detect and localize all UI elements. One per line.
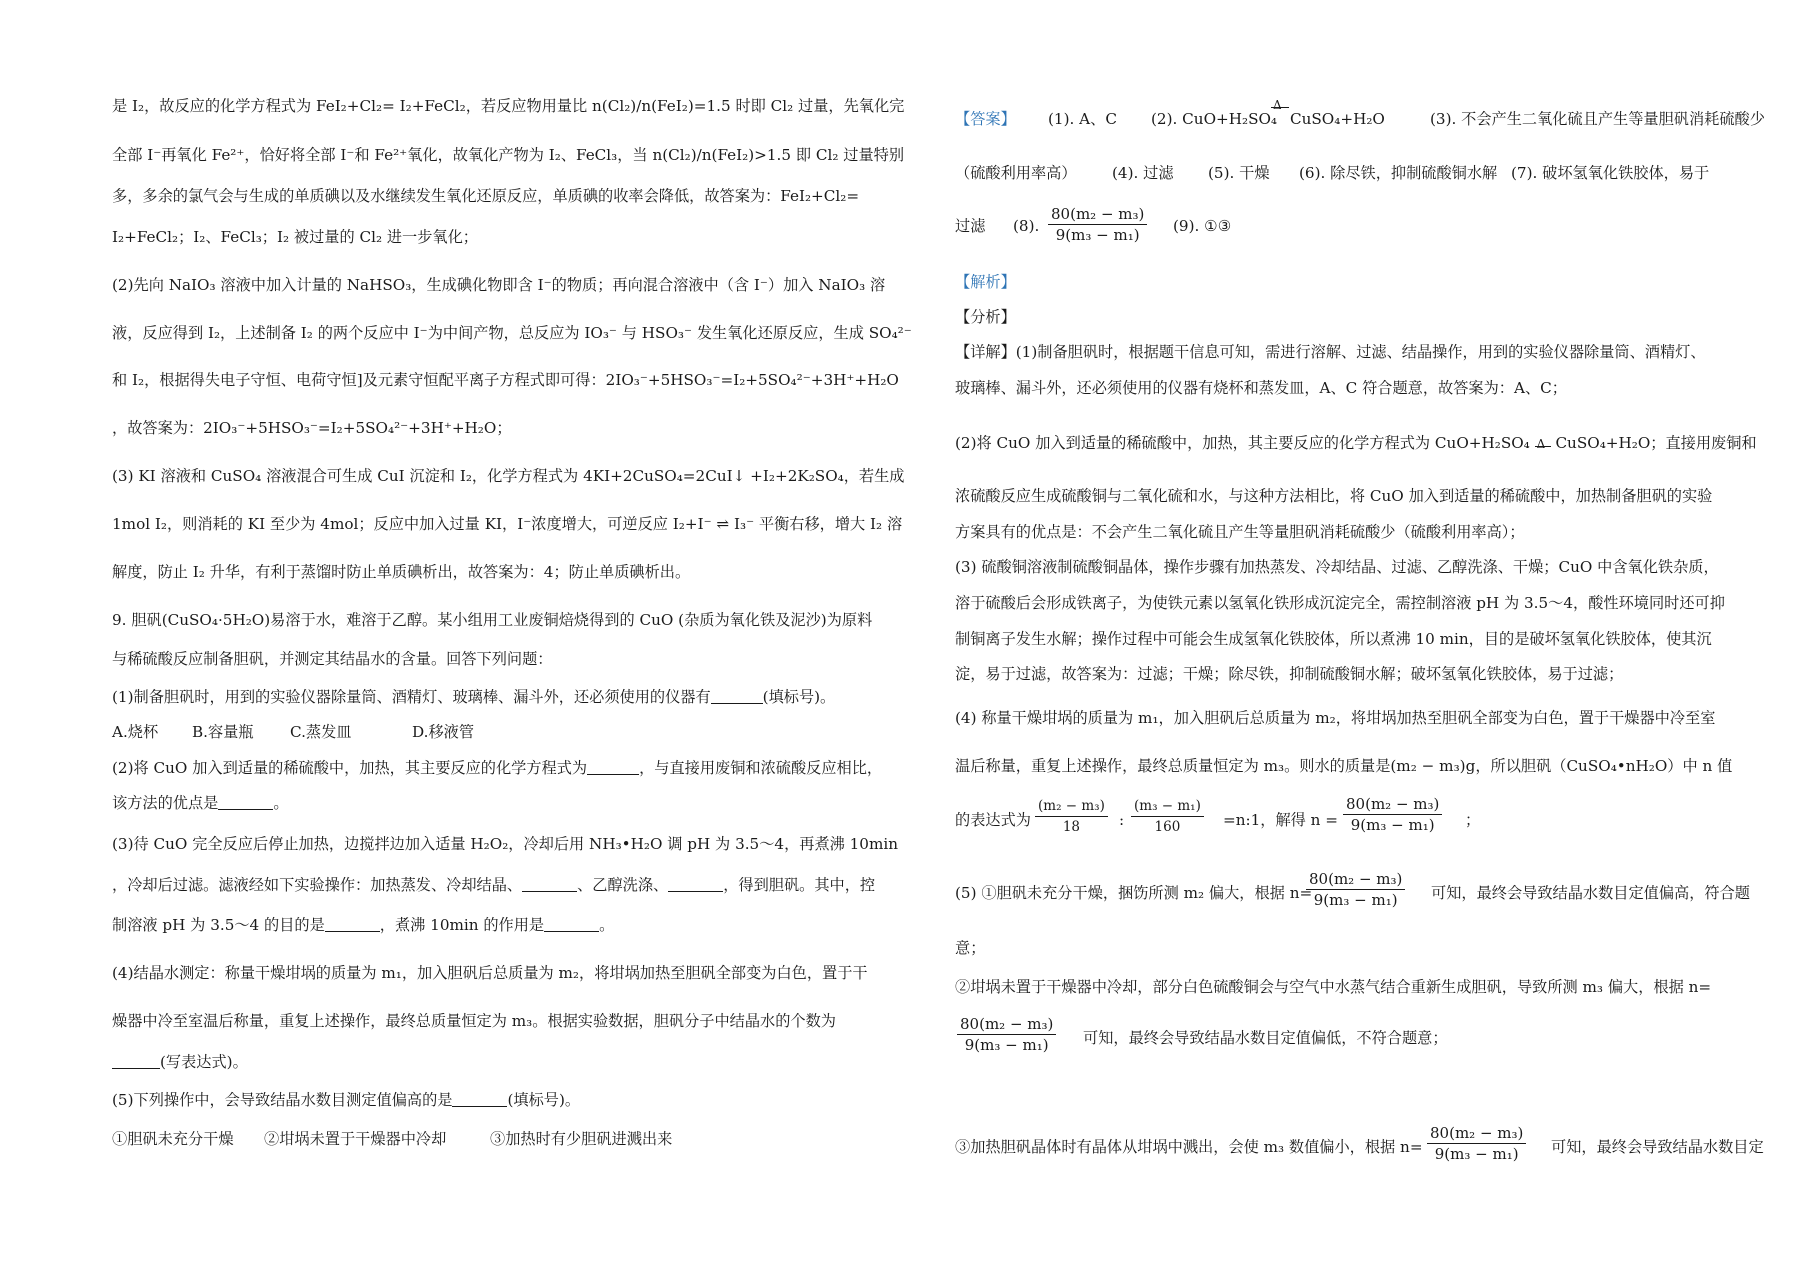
text-line: (2)将 CuO 加入到适量的稀硫酸中，加热，其主要反应的化学方程式为 CuO+H₂SO₄ Δ CuSO₄+H₂O；直接用废铜和 [955,434,1757,452]
answer-blank [668,877,723,892]
text-line: (4) 称量干燥坩埚的质量为 m₁，加入胆矾后总质量为 m₂，将坩埚加热至胆矾全部变为白色，置于干燥器中冷至室 [955,709,1716,727]
answer-blank [112,1054,160,1069]
answer-blank [325,917,380,932]
text-line: 液，反应得到 I₂，上述制备 I₂ 的两个反应中 I⁻为中间产物，总反应为 IO₃⁻ 与 HSO₃⁻ 发生氧化还原反应，生成 SO₄²⁻ [112,324,912,342]
option-d: D.移液管 [412,723,475,741]
answer-line-2: （硫酸利用率高） (4). 过滤 (5). 干燥 (6). 除尽铁，抑制硫酸铜水解 (7). 破坏氢氧化铁胶体，易于 [955,164,1710,182]
text-line: (3) 硫酸铜溶液制硫酸铜晶体，操作步骤有加热蒸发、冷却结晶、过滤、乙醇洗涤、干燥；CuO 中含氧化铁杂质， [955,558,1719,576]
text-line: (3) KI 溶液和 CuSO₄ 溶液混合可生成 CuI 沉淀和 I₂，化学方程式为 4KI+2CuSO₄=2CuI↓ +I₂+2K₂SO₄，若生成 [112,467,905,485]
option-a: A.烧杯 [112,723,159,741]
text-line: $\frac{\text{80(m₂ − m₃)}}{\text{9(m₃ − m₁)}}$ 可知，最终会导致结晶水数目定值偏低，不符合题意； [955,1014,1760,1064]
answer-tag: 【答案】 [955,110,1016,128]
text-line: 方案具有的优点是：不会产生二氧化硫且产生等量胆矾消耗硫酸少（硫酸利用率高）； [955,523,1525,541]
fraction-cuso4: $\frac{\text{(m₃ − m₁)}}{160}$ [1131,796,1204,837]
text-line: 玻璃棒、漏斗外，还必须使用的仪器有烧杯和蒸发皿，A、C 符合题意，故答案为：A、C； [955,379,1567,397]
text-line: 淀，易于过滤，故答案为：过滤；干燥；除尽铁，抑制硫酸铜水解；破坏氢氧化铁胶体，易于过滤； [955,665,1624,683]
text-line: 解度，防止 I₂ 升华，有利于蒸馏时防止单质碘析出，故答案为：4；防止单质碘析出。 [112,563,691,581]
text-line: 意； [955,939,986,957]
text-line: 【详解】(1)制备胆矾时，根据题干信息可知，需进行溶解、过滤、结晶操作，用到的实验仪器除量筒、酒精灯、 [955,343,1706,361]
text-line: 该方法的优点是 。 [112,794,289,812]
text-line: 是 I₂，故反应的化学方程式为 FeI₂+Cl₂= I₂+FeCl₂，若反应物用量比 n(Cl₂)/n(FeI₂)=1.5 时即 Cl₂ 过量，先氧化完 [112,97,905,115]
text-line: 1mol I₂，则消耗的 KI 至少为 4mol；反应中加入过量 KI，I⁻浓度增大，可逆反应 I₂+I⁻ ⇌ I₃⁻ 平衡右移，增大 I₂ 溶 [112,515,903,533]
choice-3: ③加热时有少胆矾进溅出来 [490,1130,673,1148]
question-9-part-2: (2)将 CuO 加入到适量的稀硫酸中，加热，其主要反应的化学方程式为 ，与直接用废铜和浓硫酸反应相比， [112,759,883,777]
question-9-part-4: (4)结晶水测定：称量干燥坩埚的质量为 m₁，加入胆矾后总质量为 m₂，将坩埚加热至胆矾全部变为白色，置于干 [112,964,868,982]
fenxi-heading: 【分析】 [955,308,1016,326]
formula-fraction: $\frac{\text{80(m₂ − m₃)}}{\text{9(m₃ − m₁)}}$ [1427,1123,1526,1164]
question-9-stem: 9. 胆矾(CuSO₄·5H₂O)易溶于水，难溶于乙醇。某小组用工业废铜焙烧得到的 CuO (杂质为氧化铁及泥沙)为原料 [112,611,873,629]
text-line: ②坩埚未置于干燥器中冷却，部分白色硫酸铜会与空气中水蒸气结合重新生成胆矾，导致所测 m₃ 偏大，根据 n= [955,978,1712,996]
formula-fraction: $\frac{\text{80(m₂ − m₃)}}{\text{9(m₃ − m₁)}}$ [1048,204,1147,245]
text-line: 浓硫酸反应生成硫酸铜与二氧化硫和水，与这种方法相比，将 CuO 加入到适量的稀硫酸中，加热制备胆矾的实验 [955,487,1713,505]
text-line: 温后称量，重复上述操作，最终总质量恒定为 m₃。则水的质量是(m₂ − m₃)g，所以胆矾（CuSO₄•nH₂O）中 n 值 [955,757,1733,775]
answer-blank [587,760,639,775]
text-line: (2)先向 NaIO₃ 溶液中加入计量的 NaHSO₃，生成碘化物即含 I⁻的物质；再向混合溶液中（含 I⁻）加入 NaIO₃ 溶 [112,276,886,294]
text-line: 全部 I⁻再氧化 Fe²⁺，恰好将全部 I⁻和 Fe²⁺氧化，故氧化产物为 I₂、FeCl₃，当 n(Cl₂)/n(FeI₂)>1.5 即 Cl₂ 过量特别 [112,146,905,164]
text-line: (5) ①胆矾未充分干燥，捆饬所测 m₂ 偏大，根据 n= $\frac{\text{80(m₂ − m₃)}}{\text{9(m₃ − m₁)}}$ 可知，最终会导致结晶水数目定值偏高，符合题 [955,870,1750,909]
question-9-part-1: (1)制备胆矾时，用到的实验仪器除量筒、酒精灯、玻璃棒、漏斗外，还必须使用的仪器有 (填标号)。 [112,688,836,706]
text-line: ，冷却后过滤。滤液经如下实验操作：加热蒸发、冷却结晶、 、乙醇洗涤、 ，得到胆矾。其中，控 [112,876,876,894]
answer-blank [452,1092,507,1107]
question-9-part-3: (3)待 CuO 完全反应后停止加热，边搅拌边加入适量 H₂O₂，冷却后用 NH₃•H₂O 调 pH 为 3.5～4，再煮沸 10min [112,835,899,853]
analysis-tag: 【解析】 [955,273,1016,291]
choice-1: ①胆矾未充分干燥 [112,1130,234,1148]
text-line: (写表达式)。 [112,1052,912,1072]
reaction-arrow [1271,107,1289,108]
fraction-water: $\frac{\text{(m₂ − m₃)}}{18}$ [1035,796,1108,837]
answer-blank [218,795,273,810]
choice-2: ②坩埚未置于干燥器中冷却 [264,1130,447,1148]
text-line: 燥器中冷至室温后称量，重复上述操作，最终总质量恒定为 m₃。根据实验数据，胆矾分子中结晶水的个数为 [112,1012,836,1030]
expression-line: 的表达式为 $\frac{\text{(m₂ − m₃)}}{18}$ : $\frac{\text{(m₃ − m₁)}}{160}$ =n:1，解得 n = $\frac{\text{80(m₂ − m₃)}}{\text{9(m₃ − m₁)}}$ ； [955,795,1481,835]
text-line: 多，多余的氯气会与生成的单质碘以及水继续发生氧化还原反应，单质碘的收率会降低，故答案为：FeI₂+Cl₂= [112,187,860,205]
answer-blank [711,689,763,704]
text-line: 制溶液 pH 为 3.5～4 的目的是 ，煮沸 10min 的作用是 。 [112,916,615,934]
text-line: 与稀硫酸反应制备胆矾，并测定其结晶水的含量。回答下列问题： [112,650,553,668]
answer-line-3: 过滤 (8). $\frac{\text{80(m₂ − m₃)}}{\text{9(m₃ − m₁)}}$ (9). ①③ [955,205,1232,244]
text-line: 和 I₂，根据得失电子守恒、电荷守恒]及元素守恒配平离子方程式即可得：2IO₃⁻+5HSO₃⁻=I₂+5SO₄²⁻+3H⁺+H₂O [112,371,899,389]
formula-fraction: $\frac{\text{80(m₂ − m₃)}}{\text{9(m₃ − m₁)}}$ [1343,794,1442,835]
heat-symbol: Δ [1273,98,1282,112]
text-line: I₂+FeCl₂；I₂、FeCl₃；I₂ 被过量的 Cl₂ 进一步氧化； [112,228,478,246]
option-b: B.容量瓶 [192,723,254,741]
formula-fraction: $\frac{\text{80(m₂ − m₃)}}{\text{9(m₃ − m₁)}}$ [957,1014,1056,1055]
answer-blank [522,877,577,892]
text-line: 溶于硫酸后会形成铁离子，为使铁元素以氢氧化铁形成沉淀完全，需控制溶液 pH 为 3.5～4，酸性环境同时还可抑 [955,594,1725,612]
formula-fraction: $\frac{\text{80(m₂ − m₃)}}{\text{9(m₃ − m₁)}}$ [1306,869,1405,910]
answer-blank [544,917,599,932]
answer-line-1: 【答案】 (1). A、C (2). CuO+H₂SO₄ Δ CuSO₄+H₂O (3). 不会产生二氧化硫且产生等量胆矾消耗硫酸少 [955,109,1760,129]
text-line: ③加热胆矾晶体时有晶体从坩埚中溅出，会使 m₃ 数值偏小，根据 n= $\frac{\text{80(m₂ − m₃)}}{\text{9(m₃ − m₁)}}$ 可知，最终会导致结晶水数目定 [955,1124,1764,1163]
text-line: 制铜离子发生水解；操作过程中可能会生成氢氧化铁胶体，所以煮沸 10 min，目的是破坏氢氧化铁胶体，使其沉 [955,630,1712,648]
question-9-part-5: (5)下列操作中，会导致结晶水数目测定值偏高的是 (填标号)。 [112,1091,581,1109]
text-line: ，故答案为：2IO₃⁻+5HSO₃⁻=I₂+5SO₄²⁻+3H⁺+H₂O； [112,419,512,437]
option-c: C.蒸发皿 [290,723,352,741]
